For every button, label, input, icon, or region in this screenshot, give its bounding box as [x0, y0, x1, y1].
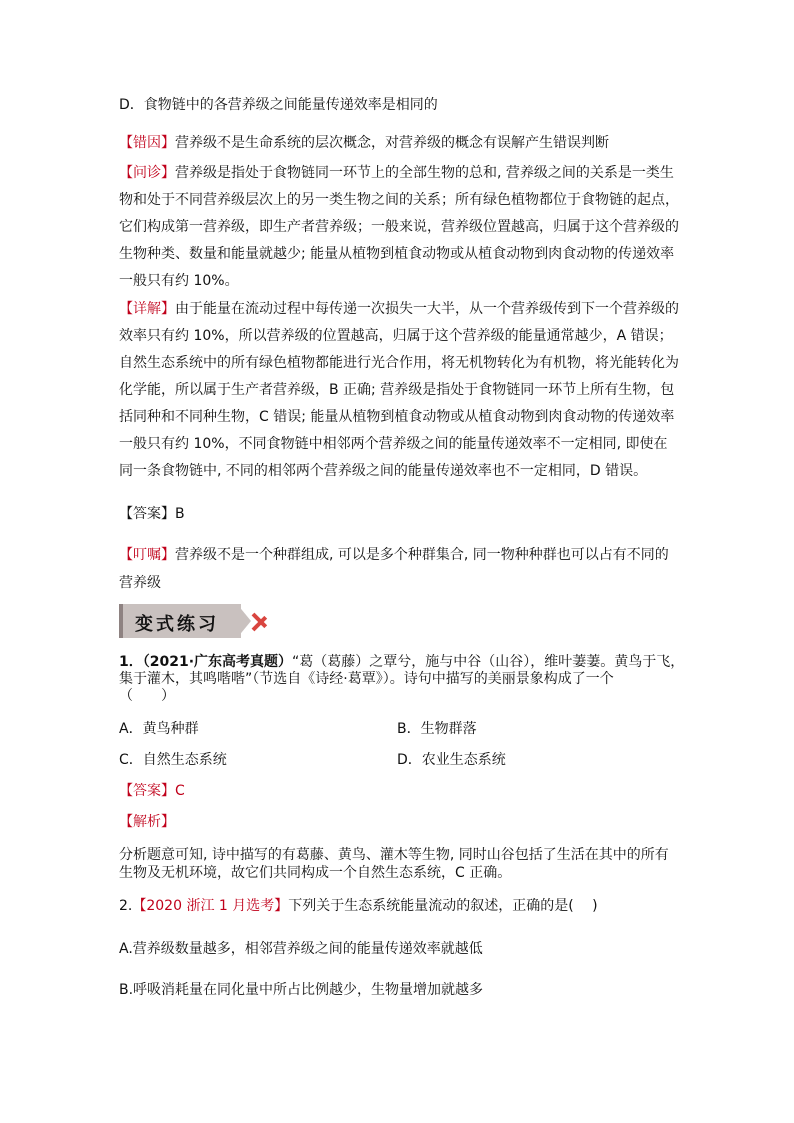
question-1-option-d: D．农业生态系统	[397, 752, 506, 768]
variant-practice-banner	[119, 604, 271, 638]
diagnosis-tag: 【问诊】	[119, 165, 175, 181]
banner-box	[119, 604, 241, 638]
reminder-text-1: 营养级不是一个种群组成, 可以是多个种群集合, 同一物种种群也可以占有不同的	[175, 547, 669, 563]
diagnosis-line-5: 一般只有约 10%。	[119, 273, 239, 289]
chevron-right-icon	[253, 606, 267, 636]
question-1-number: 1．	[119, 654, 143, 670]
diagnosis-line-3: 它们构成第一营养级，即生产者营养级；一般来说，营养级位置越高，归属于这个营养级的	[119, 219, 679, 235]
option-d-statement: D．食物链中的各营养级之间能量传递效率是相同的	[119, 97, 438, 113]
question-1-option-c: C．自然生态系统	[119, 752, 227, 768]
explanation-line-1	[119, 300, 679, 318]
error-cause-text: 营养级不是生命系统的层次概念，对营养级的概念有误解产生错误判断	[175, 135, 609, 151]
question-2-number: 2.	[119, 898, 133, 914]
reminder-tag: 【叮嘱】	[119, 547, 175, 563]
diagnosis-text-1: 营养级是指处于食物链同一环节上的全部生物的总和, 营养级之间的关系是一类生	[175, 165, 674, 181]
reminder-line-2: 营养级	[119, 575, 161, 591]
answer-line: 【答案】B	[119, 506, 185, 522]
explanation-text-1: 由于能量在流动过程中每传递一次损失一大半，从一个营养级传到下一个营养级的	[175, 301, 679, 317]
question-1-source: （2021·广东高考真题）	[142, 654, 293, 670]
question-2-line	[119, 897, 598, 915]
question-1-text-1: “葛（葛藤）之覃兮，施与中谷（山谷），维叶萋萋。黄鸟于飞，	[292, 654, 685, 670]
question-2-option-a: A.营养级数量越多，相邻营养级之间的能量传递效率就越低	[119, 941, 483, 957]
question-1-analysis-line-1: 分析题意可知, 诗中描写的有葛藤、黄鸟、灌木等生物, 同时山谷包括了生活在其中的所有	[119, 847, 669, 863]
question-1-blank: （ ）	[119, 688, 175, 704]
question-1-line-1	[119, 653, 684, 671]
banner-label: 变式练习	[135, 614, 219, 635]
explanation-line-2: 效率只有约 10%，所以营养级的位置越高，归属于这个营养级的能量通常越少，A 错误；	[119, 328, 673, 344]
explanation-line-3: 自然生态系统中的所有绿色植物都能进行光合作用，将无机物转化为有机物，将光能转化为	[119, 355, 679, 371]
explanation-line-5: 括同种和不同种生物，C 错误; 能量从植物到植食动物或从植食动物到肉食动物的传递效率	[119, 409, 675, 425]
reminder-line-1	[119, 546, 669, 564]
explanation-line-4: 化学能，所以属于生产者营养级，B 正确; 营养级是指处于食物链同一环节上所有生物，包	[119, 382, 675, 398]
banner-arrow-shape	[237, 604, 251, 638]
error-cause-line	[119, 134, 609, 152]
question-2-option-b: B.呼吸消耗量在同化量中所占比例越少，生物量增加就越多	[119, 982, 484, 998]
explanation-tag: 【详解】	[119, 301, 175, 317]
question-1-option-b: B．生物群落	[397, 721, 477, 737]
explanation-line-7: 同一条食物链中, 不同的相邻两个营养级之间的能量传递效率也不一定相同，D 错误。	[119, 463, 648, 479]
question-1-analysis-tag: 【解析】	[119, 814, 175, 830]
error-cause-tag: 【错因】	[119, 135, 175, 151]
question-2-text: 下列关于生态系统能量流动的叙述，正确的是( )	[288, 898, 598, 914]
diagnosis-line-1	[119, 164, 674, 182]
question-1-line-2: 集于灌木，其鸣喈喈”（节选自《诗经·葛覃》）。诗句中描写的美丽景象构成了一个	[119, 671, 614, 687]
explanation-line-6: 一般只有约 10%，不同食物链中相邻两个营养级之间的能量传递效率不一定相同, 即使在	[119, 436, 668, 452]
question-1-option-a: A．黄鸟种群	[119, 721, 199, 737]
diagnosis-line-2: 物和处于不同营养级层次上的另一类生物之间的关系；所有绿色植物都位于食物链的起点，	[119, 192, 679, 208]
question-2-source: 【2020 浙江 1 月选考】	[132, 898, 289, 914]
diagnosis-line-4: 生物种类、数量和能量就越少; 能量从植物到植食动物或从植食动物到肉食动物的传递效率	[119, 246, 675, 262]
question-1-answer: 【答案】C	[119, 783, 185, 799]
question-1-analysis-line-2: 生物及无机环境，故它们共同构成一个自然生态系统，C 正确。	[119, 865, 512, 881]
